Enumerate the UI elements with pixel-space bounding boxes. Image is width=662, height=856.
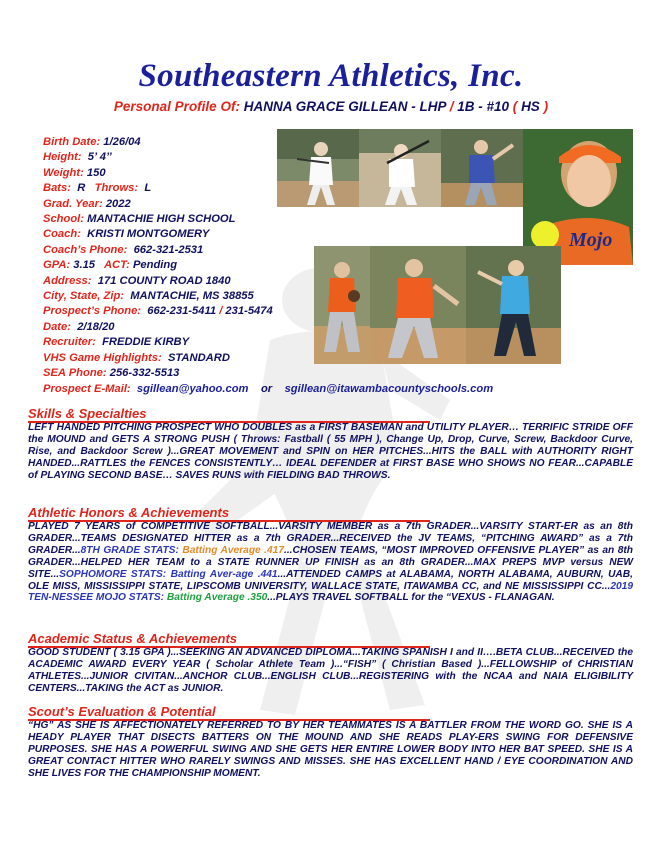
info-value: 2022 — [105, 197, 131, 210]
photo-batting-2 — [359, 129, 441, 207]
info-value: KRISTI MONTGOMERY — [87, 228, 210, 241]
profile-subtitle — [0, 99, 662, 114]
email-label: Prospect E-Mail: — [43, 382, 131, 395]
info-label: Bats: — [43, 182, 71, 195]
academic-heading: Academic Status & Achievements — [28, 631, 238, 646]
email-or: or — [260, 382, 273, 395]
honors-text-3: ...ATTENDED CAMPS at ALABAMA, NORTH ALABAMA, AUBURN, UAB, OLE MISS, MISSISSIPPI STATE, LIPSCOMB UNIVERSITY, WALLACE STATE, ITAWAMBA CC, and NE MISSISSIPPI CC... — [28, 568, 633, 592]
paren-open: ( — [512, 99, 518, 114]
stat-value-8th: Batting Average .417 — [178, 544, 284, 556]
info-value: L — [144, 182, 152, 195]
info-row — [43, 212, 493, 227]
skills-heading: Skills & Specialties — [28, 406, 147, 421]
stat-value-mojo: Batting Average .350 — [164, 592, 268, 604]
info-value: MANTACHIE HIGH SCHOOL — [87, 213, 236, 226]
player-position: 1B - #10 — [457, 99, 510, 114]
info-label: Coach: — [43, 228, 81, 241]
info-value: 662-231-5411 — [147, 305, 217, 318]
info-label: Birth Date: — [43, 136, 101, 148]
stat-label-mojo: 2019 TEN-NESSEE MOJO STATS: — [28, 580, 633, 604]
info-label: Height: — [43, 151, 82, 164]
info-value: MANTACHIE, MS 38855 — [130, 290, 254, 303]
info-value: 256-332-5513 — [109, 367, 180, 380]
info-label: ACT: — [103, 259, 130, 272]
photo-portrait — [523, 129, 633, 265]
info-label: GPA: — [43, 259, 71, 272]
info-label: City, State, Zip: — [43, 290, 125, 303]
info-label: Weight: — [43, 166, 84, 179]
scout-heading: Scout’s Evaluation & Potential — [28, 704, 216, 719]
info-value: 1/26/04 — [103, 136, 141, 148]
photo-catcher — [314, 246, 370, 364]
subtitle-slash: / — [449, 99, 454, 114]
info-value: R — [77, 182, 86, 195]
info-value: 150 — [86, 166, 106, 179]
photo-batting-1 — [277, 129, 359, 207]
info-value: STANDARD — [167, 351, 230, 364]
info-separator: / — [219, 305, 223, 318]
info-value: 2/18/20 — [77, 320, 115, 333]
photo-pitching-3 — [466, 246, 561, 364]
stat-label-8th: 8TH GRADE STATS: — [80, 544, 179, 556]
info-label: Recruiter: — [43, 336, 96, 349]
info-label: Date: — [43, 320, 71, 333]
honors-text-1: PLAYED 7 YEARS of COMPETITIVE SOFTBALL...VARSITY MEMBER as a 7th GRADER...VARSITY START-ER as an 8th GRADER...TEAMS DESIGNATED HITTER as a 7th GRADER...RECEIVED the JV TEAMS, “PITCHING AWARD” as a 7th GRADER... — [28, 521, 633, 556]
photo-pitching-1 — [441, 129, 523, 207]
info-label: Prospect’s Phone: — [43, 305, 142, 318]
info-value: FREDDIE KIRBY — [102, 336, 190, 349]
skills-text: LEFT HANDED PITCHING PROSPECT WHO DOUBLES as a FIRST BASEMAN and UTILITY PLAYER… TERRIFIC STRIDE OFF the MOUND and GETS A STRONG PUSH ( Throws: Fastball ( 55 MPH ), Change Up, Drop, Curve, Screw, Backdoor Curve, Rise, and Backdoor Screw )...GREAT MOVEMENT and SPIN on HER PITCHES...HITS the BALL with AUTHORITY RIGHT HANDED...RATTLES the FENCES CONSISTENTLY… IDEAL DEFENDER at FIRST BASE WHO SHOWS NO FEAR...CAPABLE of PLAYING SECOND BASE… SAVES RUNS with FIELDING BAD THROWS. — [28, 422, 633, 481]
info-label: School: — [43, 213, 85, 226]
stat-label-sophomore: SOPHOMORE STATS: — [59, 568, 167, 580]
stat-value-sophomore: Batting Aver-age .441 — [166, 568, 278, 580]
email-link-2[interactable]: sgillean@itawambacountyschools.com — [284, 382, 494, 395]
info-label: SEA Phone: — [43, 367, 107, 380]
honors-heading: Athletic Honors & Achievements — [28, 505, 230, 520]
profile-prefix: Personal Profile Of: — [113, 99, 240, 114]
info-value: Pending — [132, 259, 178, 272]
info-label: VHS Game Highlights: — [43, 351, 162, 364]
info-row — [43, 366, 493, 381]
academic-text: GOOD STUDENT ( 3.15 GPA )...SEEKING AN ADVANCED DIPLOMA...TAKING SPANISH I and II….BETA CLUB...RECEIVED the ACADEMIC AWARD EVERY YEAR ( Scholar Athlete Team )...“FISH” ( Christian Based )...FELLOWSHIP of CHRISTIAN ATHLETES...JUNIOR CIVITAN...ANCHOR CLUB...ENGLISH CLUB...REGISTERING with the NCAA and NAIA ELIGIBILITY CENTERS...TAKING the ACT as JUNIOR. — [28, 647, 633, 694]
info-value: 231-5474 — [225, 305, 273, 318]
info-label: Coach’s Phone: — [43, 243, 128, 256]
jersey-text: Mojo — [569, 229, 613, 251]
paren-close: ) — [543, 99, 549, 114]
info-value: 662-321-2531 — [133, 243, 204, 256]
info-value: 5’ 4’’ — [87, 151, 112, 164]
info-value: 171 COUNTY ROAD 1840 — [97, 274, 231, 287]
player-name: HANNA GRACE GILLEAN - LHP — [243, 99, 446, 114]
scout-text: “HG” AS SHE IS AFFECTIONATELY REFERRED TO BY HER TEAMMATES IS A BATTLER FROM THE WORD GO. SHE IS A HEADY PLAYER THAT DISECTS BATTERS ON THE MOUND AND SHE READS PLAY-ERS SWING FOR DEFENSIVE PURPOSES. SHE HAS A POWERFUL SWING AND SHE GETS HER ENTIRE LOWER BODY INTO HER BAT SPEED. SHE IS A GREAT CONTACT HITTER WHO RARELY SWINGS AND MISSES. SHE HAS EXCELLENT HAND / EYE COORDINATION AND SHE LIVES FOR THE CHAMPIONSHIP MOMENT. — [28, 720, 633, 779]
player-level: HS — [521, 99, 540, 114]
company-title: Southeastern Athletics, Inc. — [138, 58, 524, 94]
honors-text — [28, 521, 633, 604]
info-row — [43, 227, 493, 242]
info-value: 3.15 — [73, 259, 96, 272]
email-row — [43, 382, 493, 397]
email-link-1[interactable]: sgillean@yahoo.com — [136, 382, 249, 395]
honors-text-2: ...CHOSEN TEAMS, “MOST IMPROVED OFFENSIVE PLAYER” as an 8th GRADER...HELPED HER TEAM to a STATE RUNNER UP FINISH as an 8th GRADER...MAX PREPS MVP versus NEW SITE... — [28, 544, 634, 580]
photo-pitching-2 — [370, 246, 466, 364]
info-label: Throws: — [94, 182, 139, 195]
honors-text-4: ...PLAYS TRAVEL SOFTBALL for the “VEXUS - FLANAGAN. — [267, 592, 555, 604]
info-label: Address: — [43, 274, 92, 287]
info-label: Grad. Year: — [43, 197, 103, 210]
